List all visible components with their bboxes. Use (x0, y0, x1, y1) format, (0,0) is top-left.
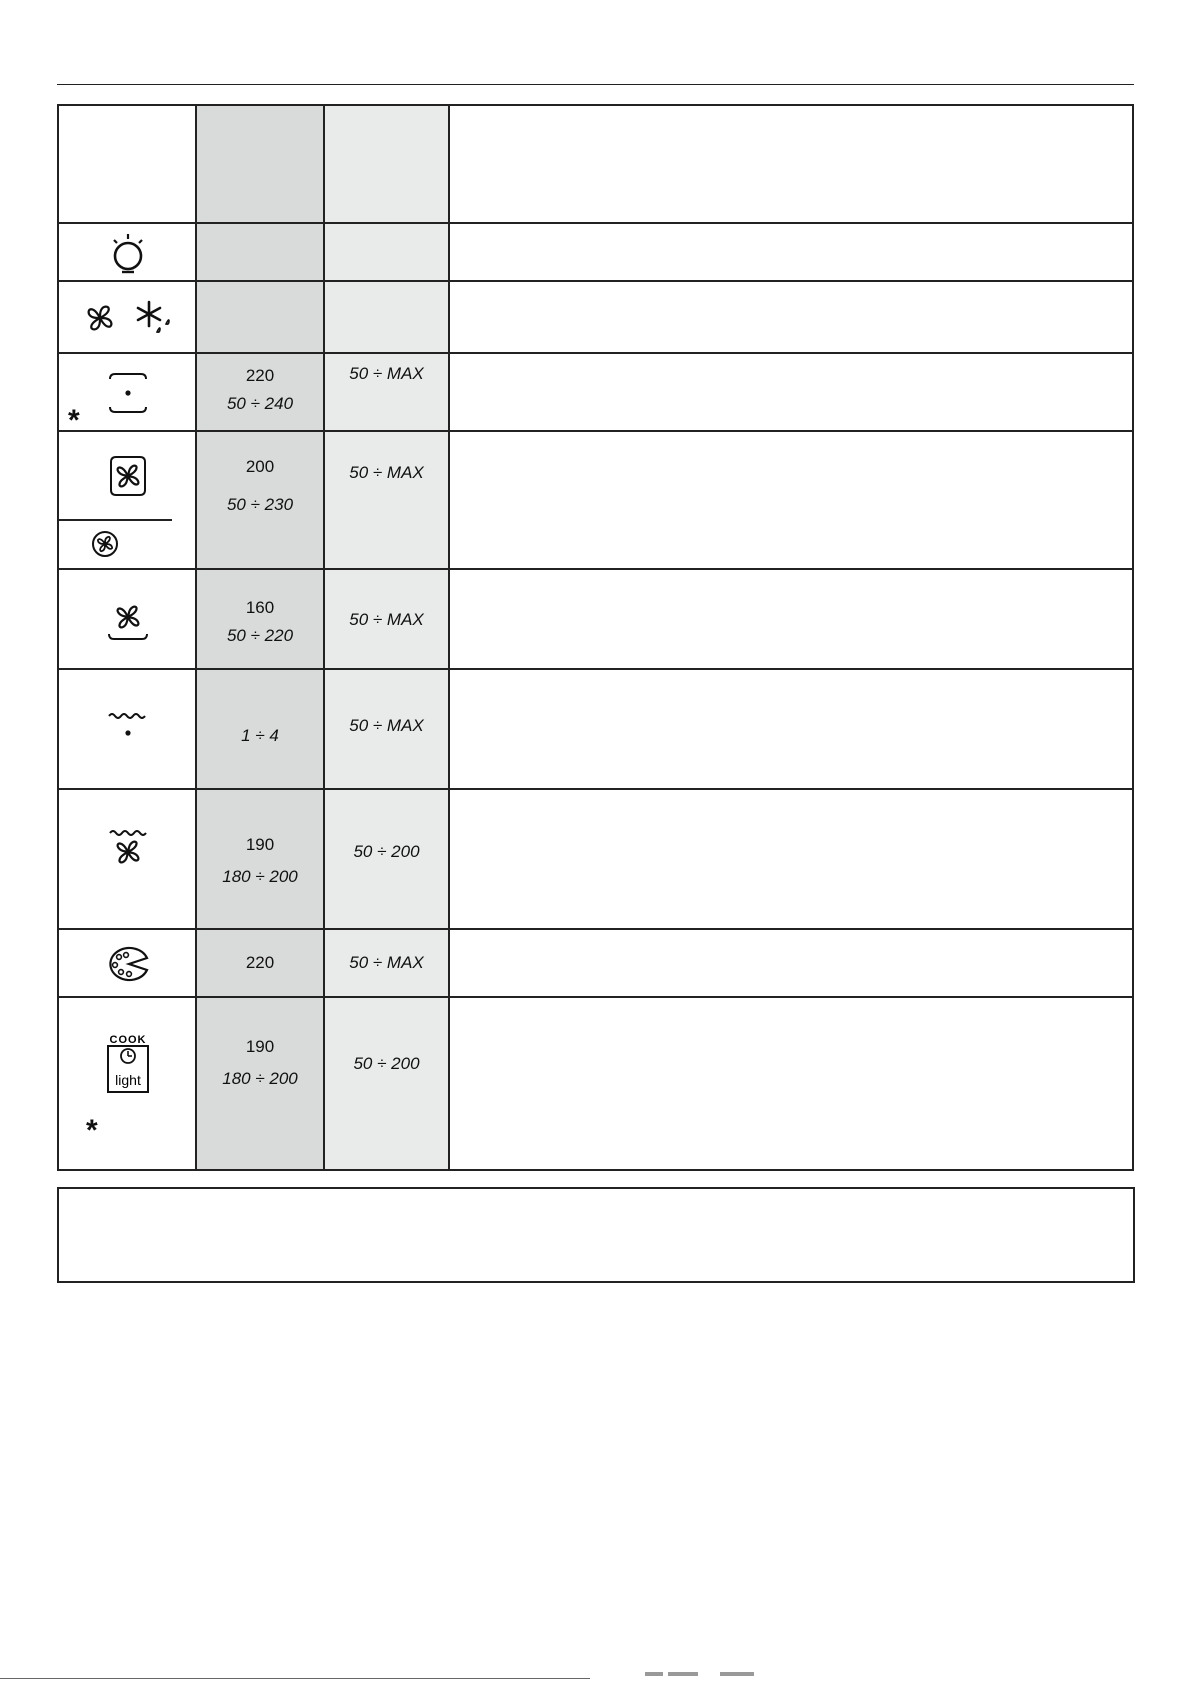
pizza-icon (59, 930, 196, 998)
light-text: light (114, 1072, 141, 1088)
range-cell: 50 ÷ MAX (349, 610, 424, 629)
footer-mark (720, 1672, 754, 1676)
footer-line (0, 1678, 590, 1679)
note-box (57, 1187, 1135, 1283)
fan-defrost-icon (59, 282, 196, 354)
table-row-fan-grill (59, 790, 1132, 930)
footer-mark (645, 1672, 663, 1676)
grill-level-cell: 1 ÷ 4 (241, 726, 279, 745)
range-cell: 50 ÷ 200 (353, 1054, 420, 1073)
table-row-cook-light (59, 998, 1132, 1171)
table-row-pizza (59, 930, 1132, 998)
table-row-fan-forced (59, 432, 1132, 570)
fan-grill-icon (59, 790, 196, 930)
fan-icon (83, 301, 117, 335)
grill-icon (59, 670, 196, 790)
snowflake-drop-icon (133, 298, 173, 338)
column-divider (448, 106, 450, 1169)
temperature-cell: 190 (245, 835, 275, 854)
column-divider (323, 106, 325, 1169)
ring-fan-icon (59, 432, 196, 520)
footer-mark (668, 1672, 698, 1676)
cook-text: COOK (109, 1034, 146, 1046)
range-cell: 50 ÷ MAX (349, 364, 424, 383)
temperature-range-cell: 50 ÷ 230 (226, 495, 294, 514)
table-row-lamp (59, 224, 1132, 282)
range-cell: 50 ÷ MAX (349, 716, 424, 735)
temperature-cell: 160 50 ÷ 220 (226, 598, 294, 645)
table-row-defrost (59, 282, 1132, 354)
table-row-fan-bottom (59, 570, 1132, 670)
temperature-cell: 220 (245, 953, 275, 972)
table-row-conventional (59, 354, 1132, 437)
cook-light-icon (59, 1032, 196, 1096)
oven-lamp-icon (59, 224, 196, 282)
header-rule (57, 84, 1134, 85)
temperature-cell: 200 (245, 457, 275, 476)
temperature-cell: 190 (245, 1037, 275, 1056)
oven-functions-table (57, 104, 1134, 1171)
asterisk-note: * (68, 404, 80, 437)
sub-divider (59, 519, 172, 521)
range-cell: 50 ÷ 200 (353, 842, 420, 861)
asterisk-note: * (86, 1114, 98, 1147)
range-cell: 50 ÷ MAX (349, 463, 424, 482)
column-divider (195, 106, 197, 1169)
table-row-grill (59, 670, 1132, 790)
fan-bottom-heat-icon (59, 570, 196, 670)
range-cell: 50 ÷ MAX (349, 953, 424, 972)
temperature-range-cell: 180 ÷ 200 (222, 867, 298, 886)
fan-small-icon (59, 524, 151, 564)
table-row-header (59, 106, 1132, 224)
temperature-range-cell: 180 ÷ 200 (222, 1069, 298, 1088)
temperature-cell: 220 50 ÷ 240 (226, 366, 294, 413)
